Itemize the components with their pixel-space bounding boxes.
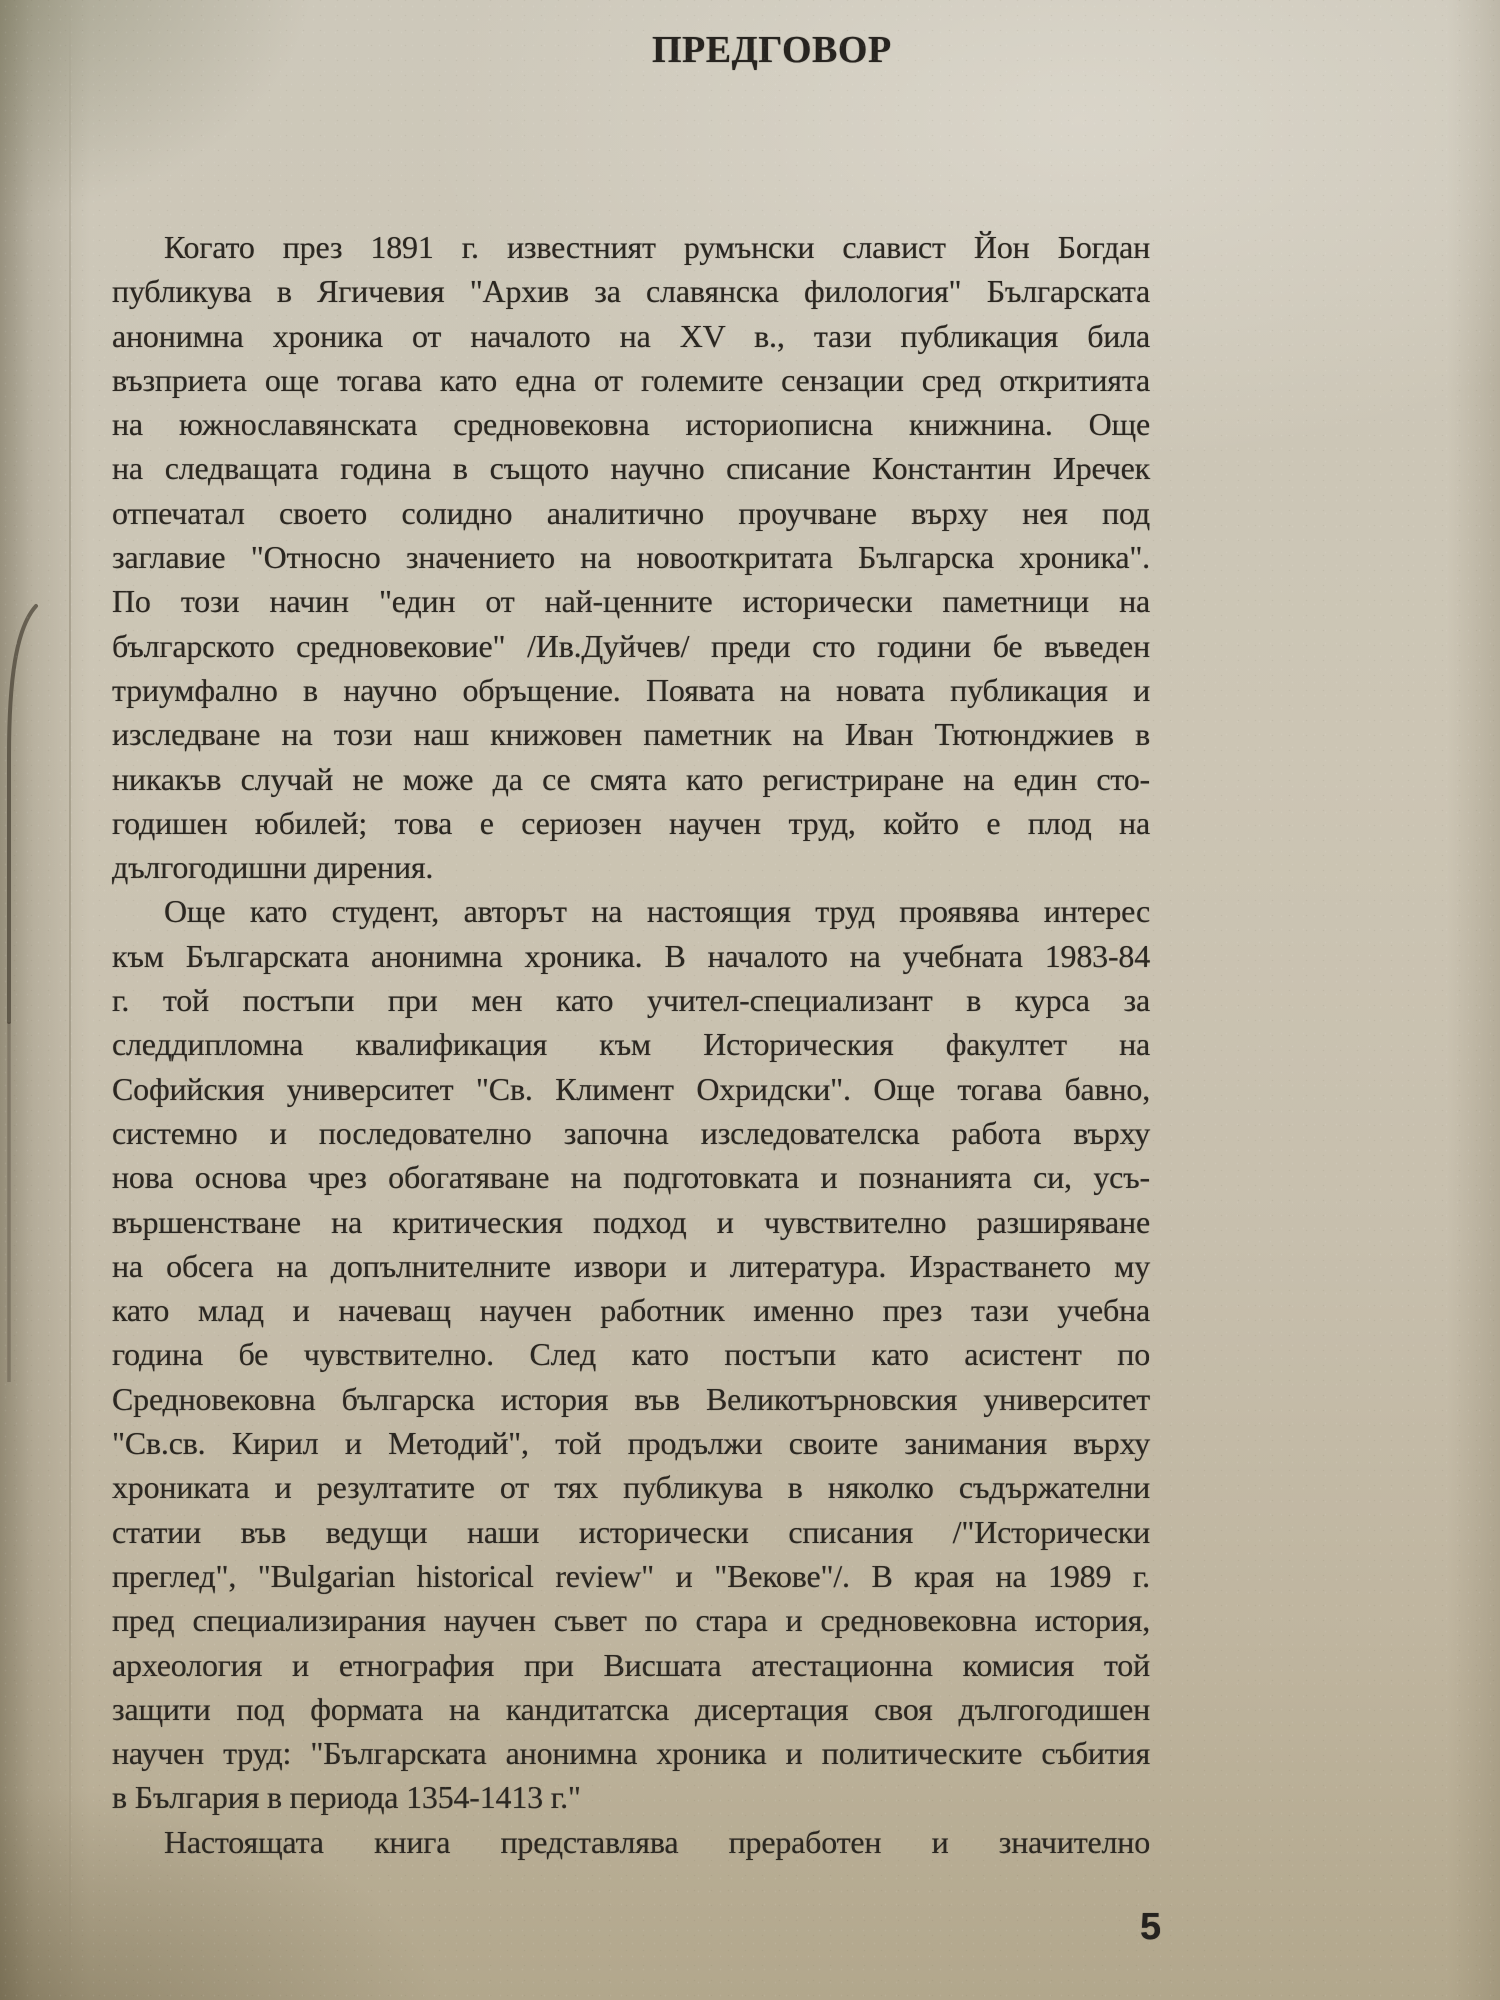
text-line: като млад и начеващ научен работник именно през тази учебна [112,1292,1150,1329]
text-line: вършенстване на критическия подход и чувствително разширяване [112,1203,1150,1240]
page-number: 5 [1140,1906,1162,1948]
text-line: изследване на този наш книжовен паметник на Иван Тютюнджиев в [112,716,1150,753]
text-line: възприета още тогава като една от големите сензации сред откритията [112,361,1150,398]
text-line: научен труд: "Българската анонимна хроника и политическите събития [112,1735,1150,1772]
text-line: следдипломна квалификация към Историческия факултет на [112,1026,1150,1063]
text-line: Средновековна българска история във Великотърновския университет [112,1380,1150,1417]
text-line: публикува в Ягичевия "Архив за славянска филология" Българската [112,273,1150,310]
page-edge-mark [0,592,44,1402]
text-line: триумфално в научно обръщение. Появата на новата публикация и [112,671,1150,708]
text-line: на обсега на допълнителните извори и литература. Израстването му [112,1247,1150,1284]
text-line: годишен юбилей; това е сериозен научен труд, който е плод на [112,804,1150,841]
text-line: По този начин "един от най-ценните исторически паметници на [112,583,1150,620]
text-line: никакъв случай не може да се смята като регистриране на един сто- [112,760,1150,797]
body-text [112,225,1150,1864]
text-line: Настоящата книга представлява преработен и значително [164,1823,1150,1860]
text-line: в България в периода 1354-1413 г." [112,1779,581,1816]
text-line: Още като студент, авторът на настоящия труд проявява интерес [164,893,1150,930]
text-line: нова основа чрез обогатяване на подготовката и познанията си, усъ- [112,1159,1150,1196]
page-title: ПРЕДГОВОР [652,29,892,71]
paper-crease-line [69,0,71,2000]
text-line: заглавие "Относно значението на новооткритата Българска хроника". [112,539,1150,576]
text-line: Софийския университет "Св. Климент Охридски". Още тогава бавно, [112,1070,1150,1107]
text-line: статии във ведущи наши исторически списания /"Исторически [112,1513,1150,1550]
text-line: преглед", "Bulgarian historical review" и "Векове"/. В края на 1989 г. [112,1557,1150,1594]
text-line: дългогодишни дирения. [112,849,434,886]
text-line: към Българската анонимна хроника. В началото на учебната 1983-84 [112,937,1150,974]
text-line: археология и етнография при Висшата атестационна комисия той [112,1646,1150,1683]
text-line: на следващата година в същото научно списание Константин Иречек [112,450,1150,487]
text-line: хрониката и резултатите от тях публикува в няколко съдържателни [112,1469,1150,1506]
text-line: българското средновековие" /Ив.Дуйчев/ преди сто години бе въведен [112,627,1150,664]
text-line: отпечатал своето солидно аналитично проучване върху нея под [112,494,1150,531]
text-line: година бе чувствително. След като постъпи като асистент по [112,1336,1150,1373]
text-line: г. той постъпи при мен като учител-специализант в курса за [112,982,1150,1019]
text-line: на южнославянската средновековна историописна книжнина. Още [112,406,1150,443]
text-line: пред специализирания научен съвет по стара и средновековна история, [112,1602,1150,1639]
text-line: анонимна хроника от началото на XV в., тази публикация била [112,317,1150,354]
text-line: системно и последователно започна изследователска работа върху [112,1114,1150,1151]
text-line: Когато през 1891 г. известният румънски славист Йон Богдан [164,229,1150,265]
text-line: защити под формата на кандитатска дисертация своя дългогодишен [112,1690,1150,1727]
text-line: "Св.св. Кирил и Методий", той продължи своите занимания върху [112,1425,1150,1462]
